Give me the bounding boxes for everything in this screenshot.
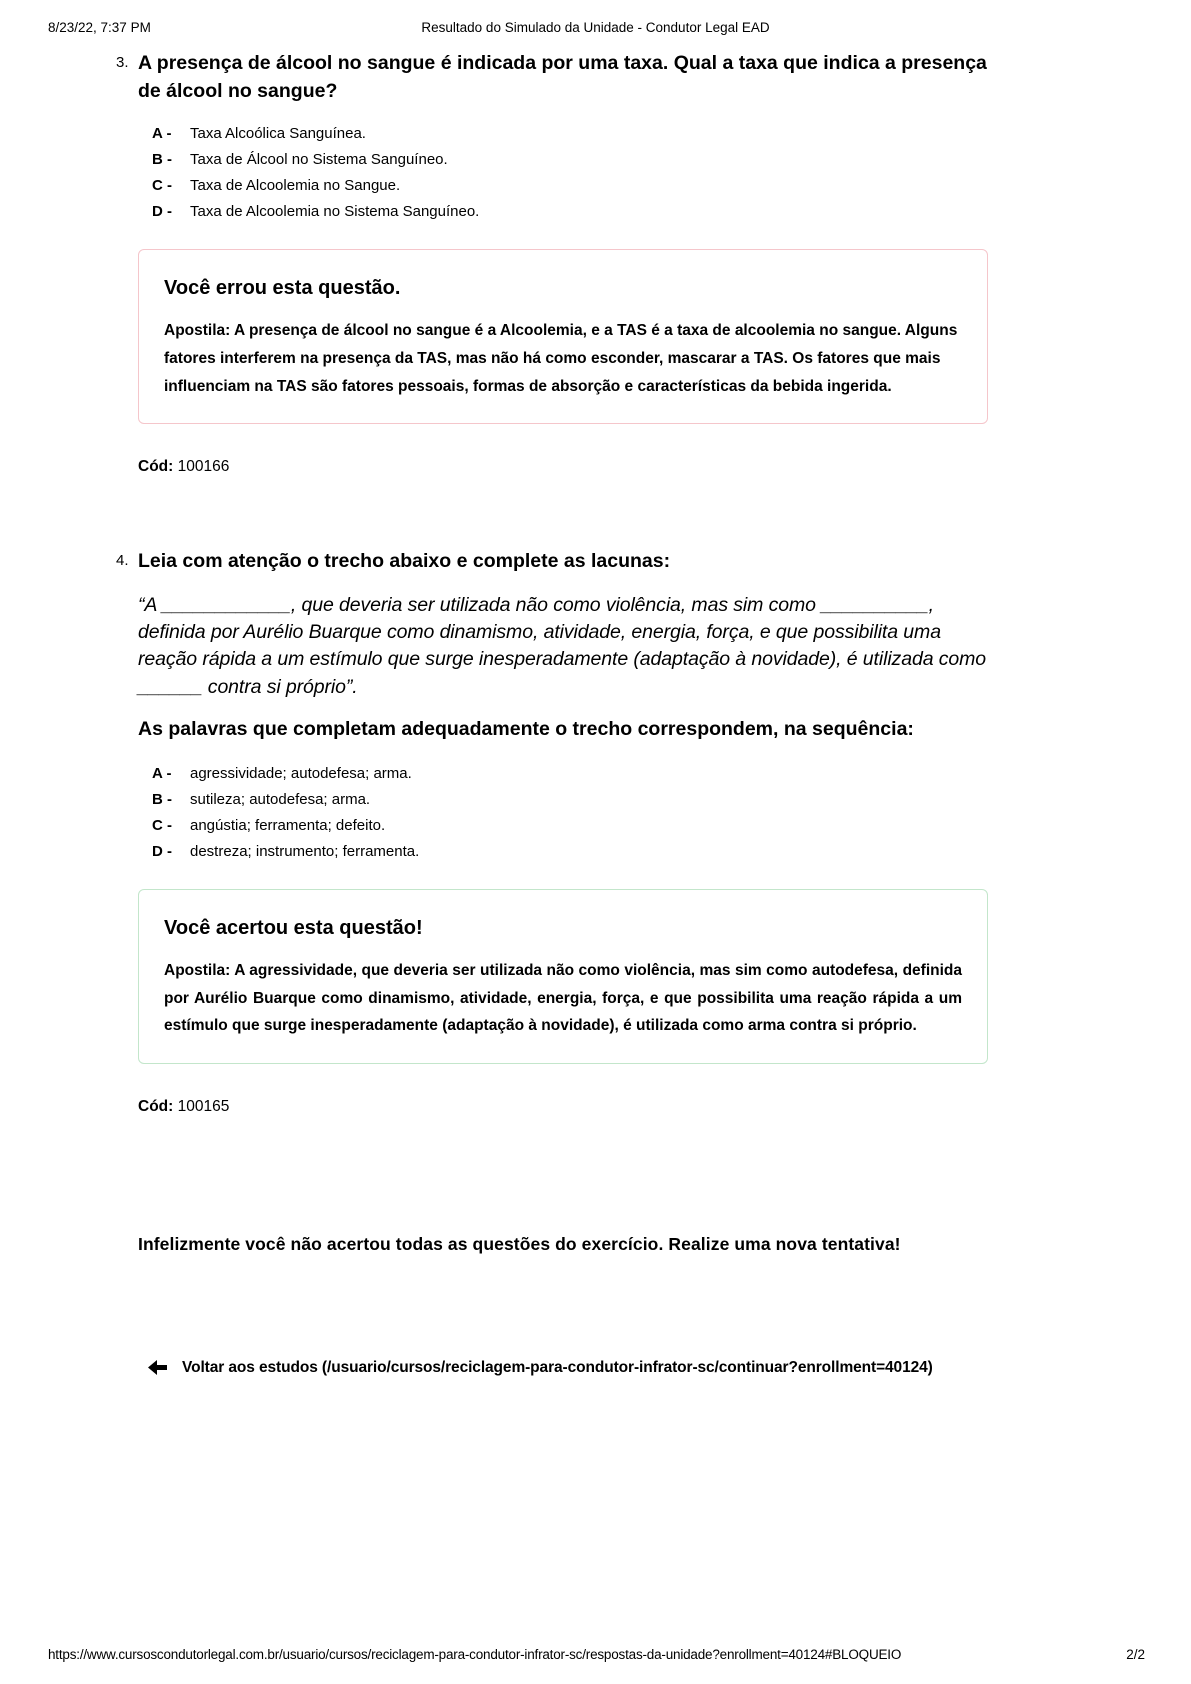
wrong-answer-explanation: Apostila: A presença de álcool no sangue é a Alcoolemia, e a TAS é a taxa de alcoolemia no sangue. Alguns fatores interferem na presença da TAS, mas não há como esconder, mascarar a TAS. Os fatores que mais influenciam na TAS são fatores pessoais, formas de absorção e características da bebida ingerida. (164, 322, 958, 395)
option-c (152, 173, 988, 199)
code-value: 100166 (177, 458, 230, 476)
option-letter: D - (152, 843, 172, 861)
print-datetime: 8/23/22, 7:37 PM (48, 20, 151, 35)
option-text: angústia; ferramenta; defeito. (190, 817, 386, 835)
option-letter: C - (152, 177, 172, 195)
option-text: Taxa Alcoólica Sanguínea. (190, 125, 366, 143)
correct-answer-explanation: Apostila: A agressividade, que deveria ser utilizada não como violência, mas sim como autodefesa, definida por Aurélio Buarque como dinamismo, atividade, energia, força, e que possibilita uma reação rápida a um estímulo que surge inesperadamente (adaptação à novidade), é utilizada como arma contra si próprio. (164, 962, 962, 1035)
option-letter: A - (152, 125, 172, 143)
correct-answer-box (138, 889, 988, 1064)
left-arrow-icon (148, 1360, 167, 1375)
option-text: agressividade; autodefesa; arma. (190, 765, 412, 783)
back-to-studies-row (148, 1359, 988, 1377)
question-4-number: 4. (116, 552, 129, 570)
option-letter: A - (152, 765, 172, 783)
question-3-options (152, 121, 988, 225)
back-to-studies-link[interactable]: Voltar aos estudos (/usuario/cursos/reciclagem-para-condutor-infrator-sc/continuar?enrollment=40124) (182, 1358, 933, 1376)
print-footer (48, 1647, 1145, 1662)
footer-url: https://www.cursoscondutorlegal.com.br/usuario/cursos/reciclagem-para-condutor-infrator-sc/respostas-da-unidade?enrollment=40124#BLOQUEIO (48, 1647, 902, 1662)
question-4-title: Leia com atenção o trecho abaixo e complete as lacunas: (138, 550, 671, 573)
question-4-options (152, 761, 988, 865)
option-text: destreza; instrumento; ferramenta. (190, 843, 420, 861)
question-3-title: A presença de álcool no sangue é indicada por uma taxa. Qual a taxa que indica a presença de álcool no sangue? (138, 52, 987, 102)
page-title: Resultado do Simulado da Unidade - Condutor Legal EAD (421, 20, 770, 35)
footer-page-indicator: 2/2 (1126, 1647, 1145, 1662)
option-d (152, 839, 988, 865)
quiz-results-content (116, 50, 988, 1377)
wrong-answer-heading: Você errou esta questão. (164, 277, 401, 300)
question-4-code (138, 1098, 988, 1116)
option-letter: C - (152, 817, 172, 835)
option-b (152, 787, 988, 813)
option-text: Taxa de Alcoolemia no Sangue. (190, 177, 401, 195)
option-a (152, 121, 988, 147)
code-value: 100165 (177, 1097, 230, 1115)
option-letter: D - (152, 203, 172, 221)
option-text: Taxa de Álcool no Sistema Sanguíneo. (190, 151, 448, 169)
print-header (48, 20, 1143, 35)
question-4-quote: “A ____________, que deveria ser utilizada não como violência, mas sim como __________, definida por Aurélio Buarque como dinamismo, atividade, energia, força, e que possibilita uma reação rápida a um estímulo que surge inesperadamente (adaptação à novidade), é utilizada como ______ contra si próprio”. (138, 593, 987, 698)
option-text: Taxa de Alcoolemia no Sistema Sanguíneo. (190, 203, 480, 221)
question-4-block (116, 548, 988, 1116)
question-3-code (138, 458, 988, 476)
correct-answer-heading: Você acertou esta questão! (164, 917, 423, 940)
option-letter: B - (152, 791, 172, 809)
option-letter: B - (152, 151, 172, 169)
retry-message: Infelizmente você não acertou todas as questões do exercício. Realize uma nova tentativa! (138, 1233, 901, 1254)
option-c (152, 813, 988, 839)
wrong-answer-box (138, 249, 988, 424)
question-3-block (116, 50, 988, 476)
question-3-number: 3. (116, 54, 129, 71)
option-b (152, 147, 988, 173)
option-text: sutileza; autodefesa; arma. (190, 791, 371, 809)
code-label: Cód: (138, 1097, 174, 1115)
question-4-subtitle: As palavras que completam adequadamente o trecho correspondem, na sequência: (138, 717, 914, 740)
code-label: Cód: (138, 458, 174, 476)
option-d (152, 199, 988, 225)
option-a (152, 761, 988, 787)
